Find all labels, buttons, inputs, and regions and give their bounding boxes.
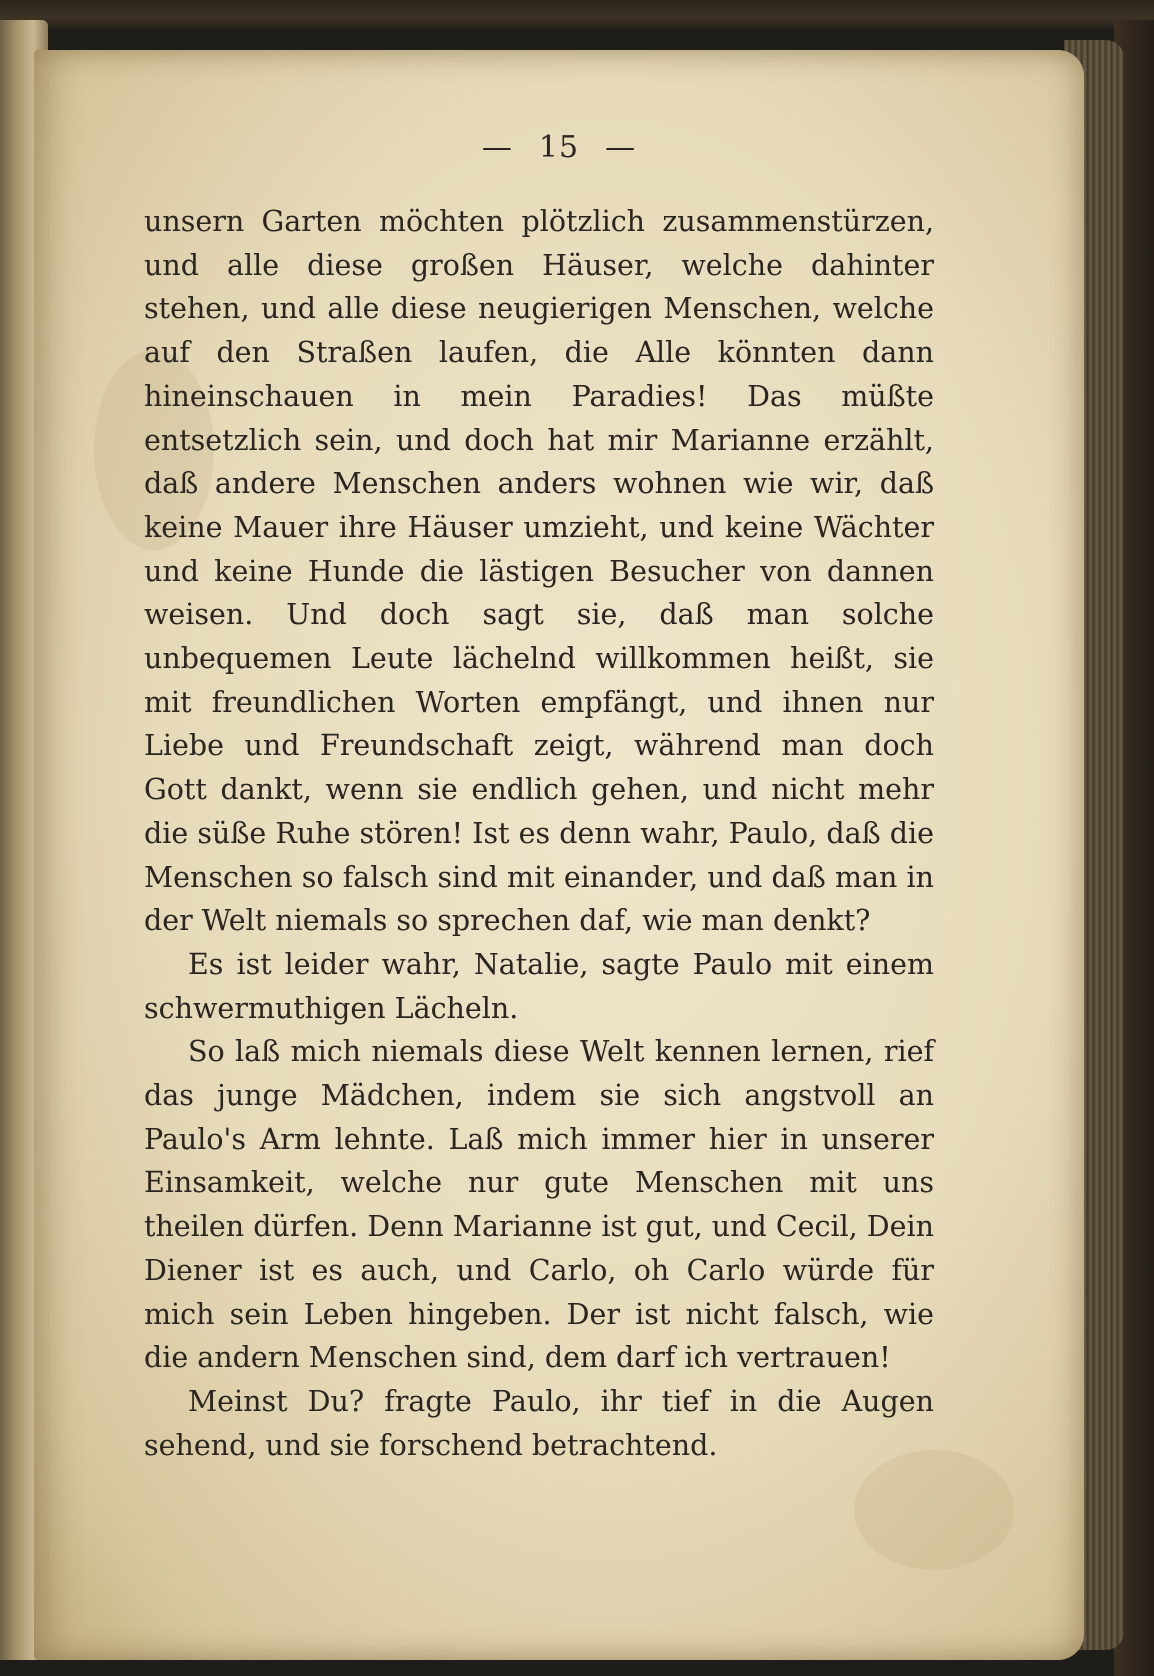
paragraph: Es ist leider wahr, Natalie, sagte Paulo mit einem schwermuthigen Lächeln. (144, 947, 934, 1025)
page-number-value: 15 (538, 130, 580, 165)
paragraph: Meinst Du? fragte Paulo, ihr tief in die Augen sehend, und sie forschend betrachtend. (144, 1384, 934, 1462)
paper-stain (854, 1450, 1014, 1570)
body-text (144, 200, 934, 1467)
book-cover-top-edge (0, 0, 1154, 30)
page-number (34, 130, 1084, 165)
page-number-dash-right: — (605, 130, 637, 165)
paragraph: unsern Garten möchten plötzlich zusammenstürzen, und alle diese großen Häuser, welche dahinter stehen, und alle diese neugierigen Menschen, welche auf den Straßen laufen, die Alle könnten dann hineinschauen in mein Paradies! Das müßte entsetzlich sein, und doch hat mir Marianne erzählt, daß andere Menschen anders wohnen wie wir, daß keine Mauer ihre Häuser umzieht, und keine Wächter und keine Hunde die lästigen Besucher von dannen weisen. Und doch sagt sie, daß man solche unbequemen Leute lächelnd willkommen heißt, sie mit freundlichen Worten empfängt, und ihnen nur Liebe und Freundschaft zeigt, während man doch Gott dankt, wenn sie endlich gehen, und nicht mehr die süße Ruhe stören! Ist es denn wahr, Paulo, daß die Menschen so falsch sind mit einander, und daß man in der Welt niemals so sprechen daf, wie man denkt? (144, 205, 934, 938)
page-number-dash-left: — (481, 130, 513, 165)
book-page (34, 50, 1084, 1660)
paragraph: So laß mich niemals diese Welt kennen lernen, rief das junge Mädchen, indem sie sich angstvoll an Paulo's Arm lehnte. Laß mich immer hier in unserer Einsamkeit, welche nur gute Menschen mit uns theilen dürfen. Denn Marianne ist gut, und Cecil, Dein Diener ist es auch, und Carlo, oh Carlo würde für mich sein Leben hingeben. Der ist nicht falsch, wie die andern Menschen sind, dem darf ich vertrauen! (144, 1035, 934, 1375)
